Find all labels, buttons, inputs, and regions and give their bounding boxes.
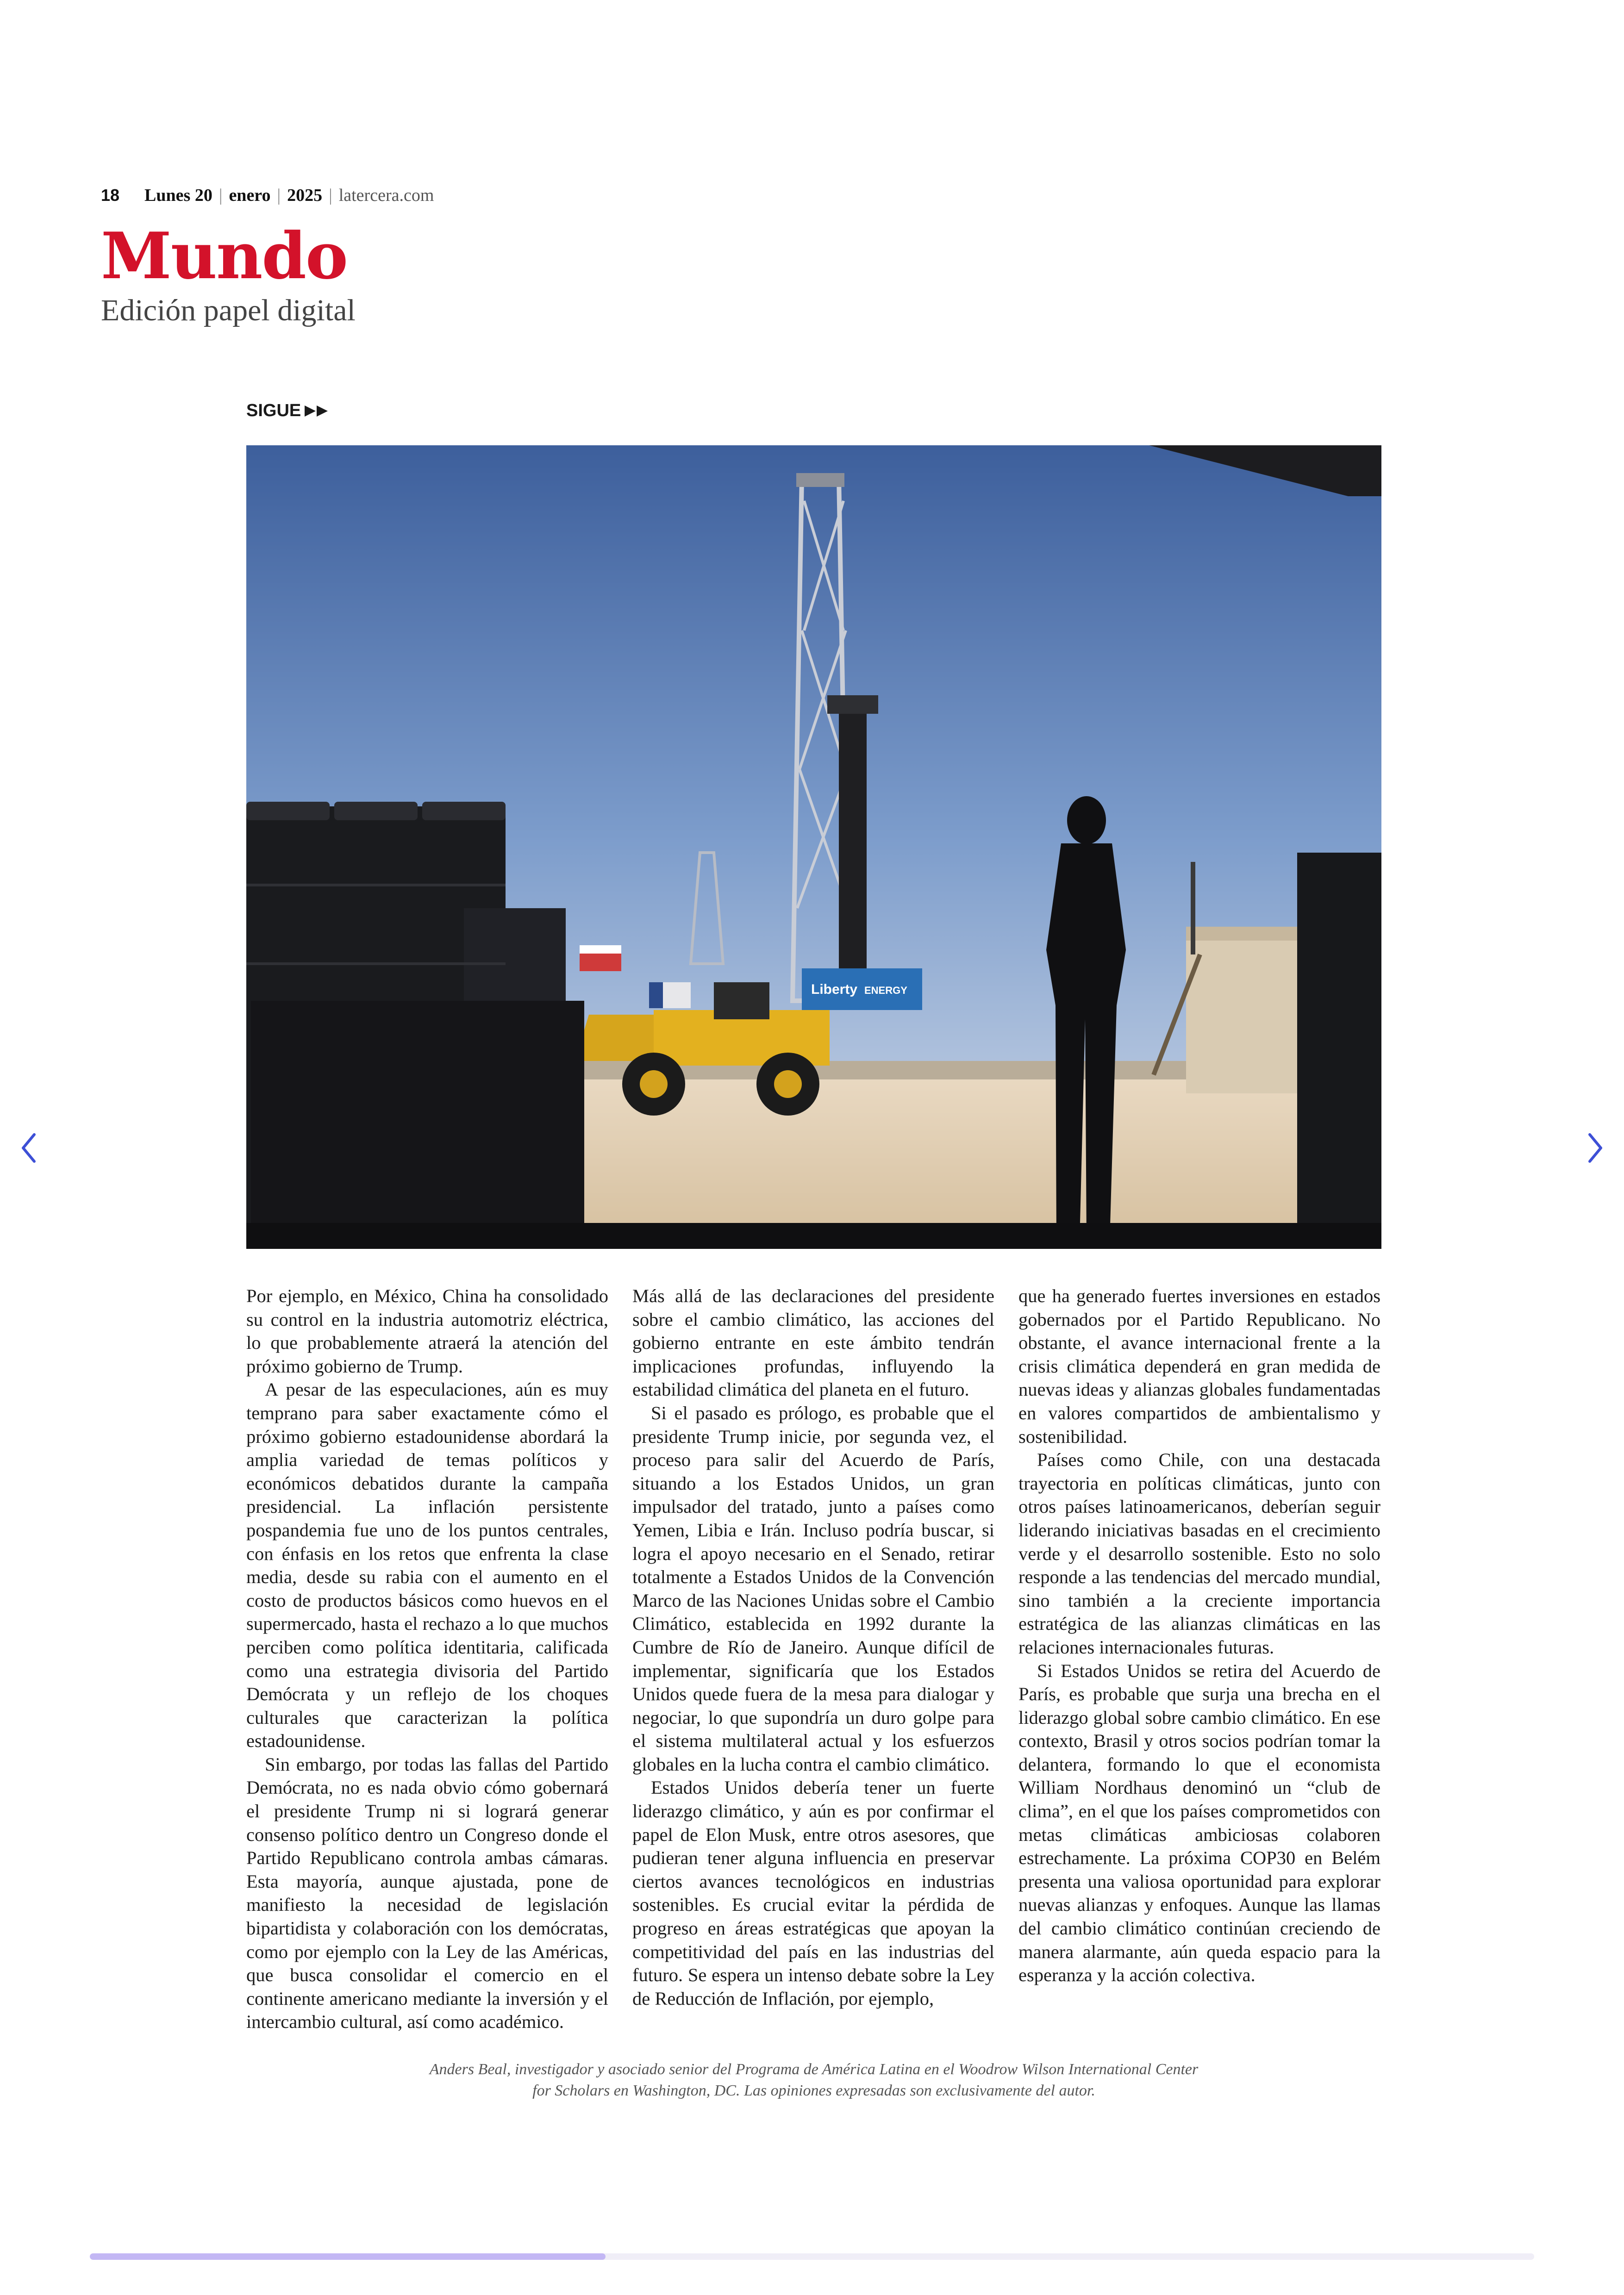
reading-progress-bar[interactable]: [90, 2253, 1534, 2260]
header-separator: |: [219, 186, 223, 205]
header-day: Lunes 20: [144, 186, 212, 205]
sign-text-liberty: Liberty: [811, 982, 858, 997]
sign-text-energy: ENERGY: [864, 985, 907, 996]
page-number: 18: [101, 186, 120, 205]
paragraph: que ha generado fuertes inversiones en estados gobernados por el Partido Republicano. No obstante, el avance internacional frente a la crisis climática dependerá en gran medida de nuevas ideas y alianzas globales fundamentadas en valores compartidos de ambientalismo y sostenibilidad.: [1018, 1285, 1380, 1447]
paragraph: Países como Chile, con una destacada trayectoria en políticas climáticas, junto con otros países latinoamericanos, deberían seguir liderando iniciativas basadas en el crecimiento verde y el desarrollo sostenible. Esto no solo responde a las tendencias del mercado mundial, sino también a la creciente importancia estratégica de las alianzas climáticas en las relaciones internacionales futuras.: [1018, 1449, 1380, 1658]
paragraph: Sin embargo, por todas las fallas del Partido Demócrata, no es nada obvio cómo gobernará el presidente Trump ni si logrará generar consenso político dentro un Congreso donde el Partido Republicano controla ambas cámaras. Esta mayoría, aunque ajustada, pone de manifiesto la necesidad de legislación bipartidista y colaboración con los demócratas, como por ejemplo con la Ley de las Américas, que busca consolidar el comercio en el continente americano mediante la inversión y el intercambio cultural, así como académico.: [246, 1753, 608, 2033]
author-footnote: [352, 2059, 1276, 2102]
edition-subtitle: Edición papel digital: [101, 293, 356, 327]
paragraph: Si el pasado es prólogo, es probable que el presidente Trump inicie, por segunda vez, el proceso para salir del Acuerdo de París, situando a los Estados Unidos, un gran impulsador del tratado, junto a países como Yemen, Libia e Irán. Incluso podría buscar, si logra el apoyo necesario en el Senado, retirar totalmente a Estados Unidos de la Convención Marco de las Naciones Unidas sobre el Cambio Climático, establecida en 1992 durante la Cumbre de Río de Janeiro. Aunque difícil de implementar, significaría que los Estados Unidos quede fuera de la mesa para dialogar y negociar, lo que supondría un duro golpe para el sistema multilateral actual y los esfuerzos globales en la lucha contra el cambio climático.: [632, 1402, 994, 1775]
double-play-icon: [304, 404, 330, 418]
page-header: [101, 184, 434, 206]
chevron-left-icon: [19, 1132, 38, 1164]
sigue-label: SIGUE: [246, 401, 301, 420]
paragraph: Estados Unidos debería tener un fuerte liderazgo climático, y aún es por confirmar el papel de Elon Musk, entre otros asesores, que pudieran tener alguna influencia en preservar ciertos avances tecnológicos en industrias sostenibles. Es crucial evitar la pérdida de progreso en áreas estratégicas que apoyan la competitividad del país en las industrias del futuro. Se espera un intenso debate sobre la Ley de Reducción de Inflación, por ejemplo,: [632, 1777, 994, 2009]
header-site: latercera.com: [338, 186, 434, 205]
paragraph: Más allá de las declaraciones del presidente sobre el cambio climático, las acciones del gobierno entrante en este ámbito tendrán implicaciones profundas, influyendo la estabilidad climática del planeta en el futuro.: [632, 1285, 994, 1400]
header-year: 2025: [287, 186, 323, 205]
header-month: enero: [229, 186, 271, 205]
paragraph: Si Estados Unidos se retira del Acuerdo de París, es probable que surja una brecha en el liderazgo global sobre cambio climático. En ese contexto, Brasil y otros socios podrían tomar la delantera, formando lo que el economista William Nordhaus denominó un “club de clima”, en el que los países comprometidos con metas climáticas ambiciosas colaboren estrechamente. La próxima COP30 en Belém presenta una valiosa oportunidad para explorar nuevas alianzas y enfoques. Aunque las llamas del cambio climático continúan creciendo de manera alarmante, aún queda espacio para la esperanza y la acción colectiva.: [1018, 1660, 1380, 1986]
paragraph: A pesar de las especulaciones, aún es muy temprano para saber exactamente cómo el próximo gobierno estadounidense abordará la amplia variedad de temas políticos y económicos debatidos durante la campaña presidencial. La inflación persistente pospandemia fue uno de los puntos centrales, con énfasis en los retos que enfrenta la clase media, desde su rabia con el aumento en el costo de productos básicos como huevos en el supermercado, hasta el rechazo a lo que muchos perciben como política identitaria, calificada como una estrategia divisoria del Partido Demócrata y un reflejo de los choques culturales que caracterizan la política estadounidense.: [246, 1379, 608, 1752]
article-column-2: [632, 1285, 994, 2010]
article-column-3: [1018, 1285, 1380, 1987]
article-column-1: [246, 1285, 608, 2034]
sigue-indicator: [246, 401, 330, 421]
header-separator: |: [277, 186, 281, 205]
section-title: Mundo: [101, 218, 347, 293]
article-photo: [246, 445, 1381, 1249]
header-separator: |: [329, 186, 332, 205]
previous-page-button[interactable]: [10, 1125, 47, 1171]
next-page-button[interactable]: [1577, 1125, 1614, 1171]
chevron-right-icon: [1586, 1132, 1605, 1164]
oil-site-photo: [246, 445, 1381, 1249]
paragraph: Por ejemplo, en México, China ha consolidado su control en la industria automotriz eléctrica, lo que probablemente atraerá la atención del próximo gobierno de Trump.: [246, 1285, 608, 1377]
footnote-line-2: for Scholars en Washington, DC. Las opiniones expresadas son exclusivamente del autor.: [532, 2082, 1095, 2099]
footnote-line-1: Anders Beal, investigador y asociado senior del Programa de América Latina en el Woodrow Wilson International Center: [429, 2061, 1199, 2078]
reading-progress-fill: [90, 2253, 606, 2260]
